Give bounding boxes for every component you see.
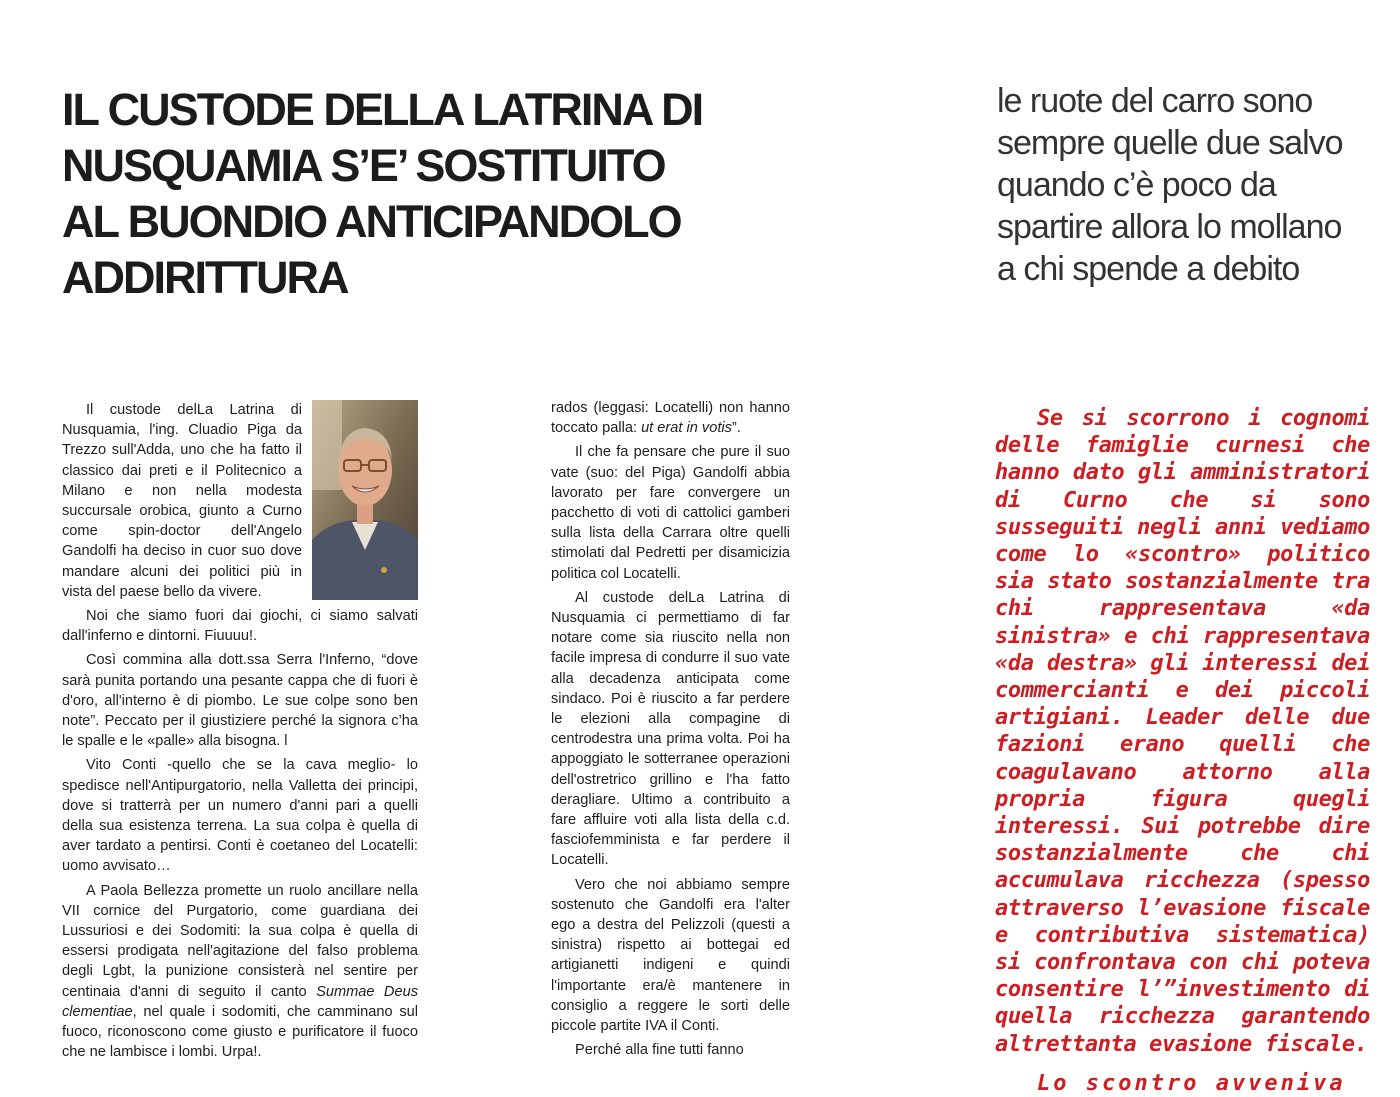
article-paragraph: Il custode delLa Latrina di Nusquamia, l'ing. Cluadio Piga da Trezzo sull'Adda, uno che ha fatto il classico dai preti e il Politecnico a Milano e non nella modesta succursale orobica, giunto a Curno come spin-doctor dell'Angelo Gandolfi ha deciso in cuor suo dove mandare alcuni dei politici più in vista del paese bello da vivere.: [62, 402, 302, 600]
subheadline-line: quando c’è poco da: [997, 166, 1276, 204]
subheadline-line: le ruote del carro sono: [997, 82, 1313, 120]
subheadline: [997, 80, 1392, 290]
headline-line: ADDIRITTURA: [62, 252, 348, 303]
article-paragraph: Vero che noi abbiamo sempre sostenuto che Gandolfi era l'alter ego a destra del Pelizzoli (questi a sinistra) rispetto ai bottegai ed artigianetti indigeni e quindi l'importante era/è mantenere in consiglio a reggere le sorti delle piccole partite IVA il Conti.: [551, 876, 790, 1035]
commentary-paragraph: Se si scorrono i cognomi delle famiglie curnesi che hanno dato gli amministratori di Curno che si sono susseguiti negli anni vediamo come lo «scontro» politico sia stato sostanzialmente tra chi rappresentava «da sinistra» e chi rappresentava «da destra» gli interessi dei commercianti e dei piccoli artigiani. Leader delle due fazioni erano quelli che coagulavano attorno alla propria figura quegli interessi. Sui potrebbe dire sostanzialmente che chi accumulava ricchezza (spesso attraverso l’evasione fiscale e contributiva sistematica) si confrontava con chi poteva consentire l’”investimento di quella ricchezza garantendo altrettanta evasione fiscale.: [995, 406, 1370, 1057]
commentary-continuation: Lo scontro avveniva: [1037, 1070, 1346, 1096]
hymn-title: Summae Deus clementiae: [62, 983, 418, 1020]
article-paragraph: Perché alla fine tutti fanno: [575, 1042, 744, 1059]
headline-line: NUSQUAMIA S’E’ SOSTITUITO: [62, 140, 665, 191]
article-paragraph: Così commina alla dott.ssa Serra l'Inferno, “dove sarà punita portando una pesante cappa che di fuori è d'oro, all'interno è di piombo. Le sue colpe sono ben note”. Peccato per il giustiziere perché la signora c’ha le spalle e le «palle» alla bisogna. l: [62, 652, 418, 750]
article-paragraph: Vito Conti -quello che se la cava meglio- lo spedisce nell'Antipurgatorio, nella Valletta dei principi, dove si tratterrà per un numero d'anni pari a quelli della sua esistenza terrena. La sua colpa è quella di aver tardato a pentirsi. Conti è coetaneo del Locatelli: uomo avvisato…: [62, 757, 418, 875]
article-paragraph: [62, 881, 418, 1063]
article-paragraph: Noi che siamo fuori dai giochi, ci siamo salvati dall'inferno e dintorni. Fiuuuu!.: [62, 608, 418, 645]
article-paragraph: Al custode delLa Latrina di Nusquamia ci permettiamo di far notare come sia riuscito nella non facile impresa di condurre il suo vate alla decadenza anticipata come sindaco. Poi è riuscito a far perdere le elezioni alla compagine di centrodestra una prima volta. Poi ha appoggiato le sotterranee operazioni dell'ostretrico grillino e l'ha fatto deragliare. Ultimo a contribuito a fare affluire voti alla lista della c.d. fasciofemminista e far perdere il Locatelli.: [551, 589, 790, 869]
headline-line: IL CUSTODE DELLA LATRINA DI: [62, 84, 703, 135]
article-column-1: [62, 400, 418, 1067]
article-text: ”.: [731, 420, 741, 437]
article-text: , nel quale i sodomiti, che camminano sul fuoco, riconoscono come giusto e purificatore il fuoco che ne lambisce i lombi. Urpa!.: [62, 1003, 418, 1061]
article-text: rados (leggasi: Locatelli) non hanno toccato palla:: [551, 400, 790, 437]
subheadline-line: sempre quelle due salvo: [997, 124, 1343, 162]
subheadline-line: spartire allora lo mollano: [997, 208, 1342, 246]
article-paragraph: Il che fa pensare che pure il suo vate (suo: del Piga) Gandolfi abbia lavorato per fare convergere un pacchetto di voti di cattolici gamberi sulla lista della Carrara oltre quelli stimolati dal Pedretti per disamicizia politica col Locatelli.: [551, 444, 790, 582]
article-column-2: [551, 398, 790, 1065]
latin-quote: ut erat in votis: [641, 420, 732, 437]
article-paragraph: [551, 398, 790, 438]
headline: [62, 82, 762, 306]
headline-line: AL BUONDIO ANTICIPANDOLO: [62, 196, 681, 247]
subheadline-line: a chi spende a debito: [997, 250, 1300, 288]
article-text: A Paola Bellezza promette un ruolo ancillare nella VII cornice del Purgatorio, come guardiana dei Lussuriosi e dei Sodomiti: la sua colpa è quella di essersi prodigata nell'agitazione del falso problema degli Lgbt, la punizione consisterà nel sentire per centinaia d'anni di seguito il canto: [62, 882, 418, 1000]
red-commentary-box: [995, 405, 1370, 1097]
author-portrait-photo: [312, 400, 418, 600]
